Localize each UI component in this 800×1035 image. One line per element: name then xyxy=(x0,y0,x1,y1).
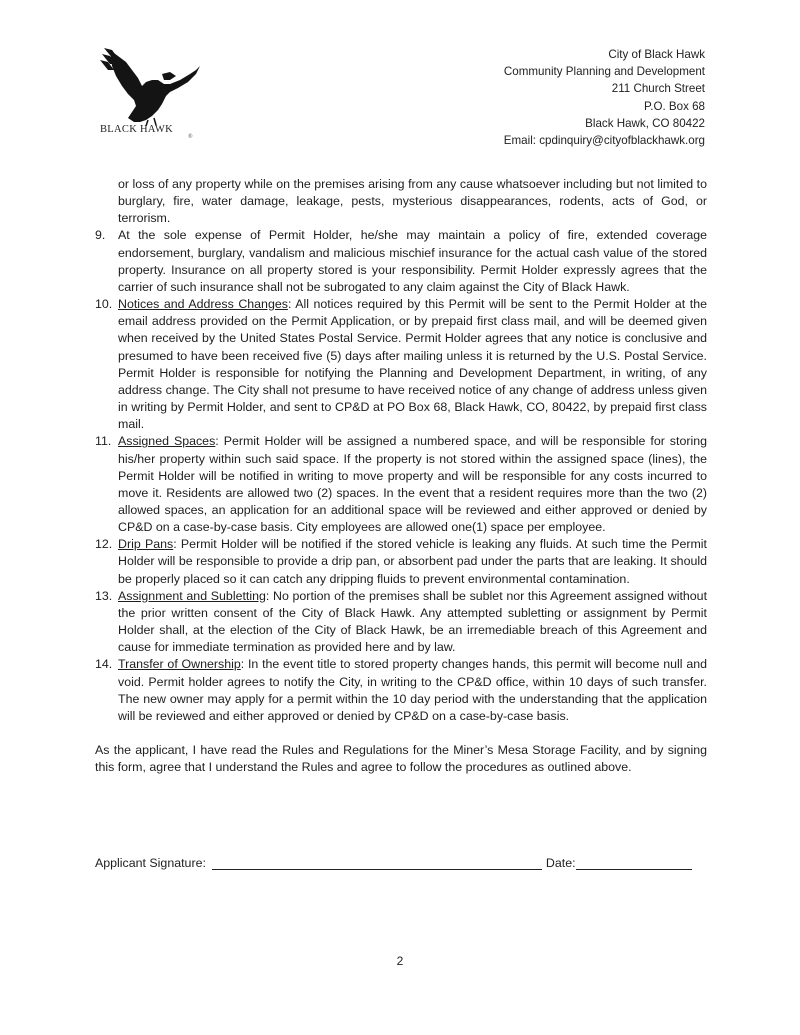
list-item-10 xyxy=(95,296,707,433)
letterhead-address xyxy=(504,46,705,149)
list-item-12 xyxy=(95,536,707,587)
item-text xyxy=(118,296,707,433)
date-field[interactable] xyxy=(576,855,692,870)
item-number: 12. xyxy=(95,537,113,552)
date-label: Date: xyxy=(545,856,576,870)
item-body: At the sole expense of Permit Holder, he/she may maintain a policy of fire, extended coverage endorsement, burglary, vandalism and malicious mischief insurance for the actual cash value of the stored property. Insurance on all property stored is your responsibility. Permit Holder expressly agrees that the carrier of such insurance shall not be subrogated to any claim against the City of Black Hawk. xyxy=(118,228,707,294)
item-text xyxy=(118,433,707,536)
item-heading: Assignment and Subletting xyxy=(118,588,266,603)
item-body: : All notices required by this Permit will be sent to the Permit Holder at the email address provided on the Permit Application, or by prepaid first class mail, and will be deemed given when received by the United States Postal Service. Permit Holder agrees that any notice is conclusive and presumed to have been received five (5) days after mailing unless it is returned by the U.S. Postal Service. Permit Holder is responsible for notifying the Planning and Development Department, in writing, of any address change. The City shall not presume to have received notice of any change of address unless given in writing by Permit Holder, and sent to CP&D at PO Box 68, Black Hawk, CO, 80422, by prepaid first class mail. xyxy=(118,297,707,432)
address-line-po-box: P.O. Box 68 xyxy=(643,99,705,113)
item-heading: Transfer of Ownership xyxy=(118,657,241,672)
applicant-signature-field[interactable] xyxy=(212,855,542,870)
logo-text: BLACK HAWK xyxy=(100,124,174,135)
item-text xyxy=(118,588,707,657)
document-body xyxy=(95,176,707,776)
item-text xyxy=(118,656,707,725)
item-text xyxy=(118,227,707,296)
item-number: 11. xyxy=(95,434,112,449)
item-body: : Permit Holder will be assigned a numbered space, and will be responsible for storing his/her property within such said space. If the property is not stored within the assigned space (lines), the Permit Holder will be notified in writing to move property and will be responsible for any costs incurred to move it. Residents are allowed two (2) spaces. In the event that a resident requires more than the two (2) allowed spaces, an application for an additional space will be reviewed and either approved or denied by CP&D on a case-by-case basis. City employees are allowed one(1) space per employee. xyxy=(118,434,707,535)
address-line-department: Community Planning and Development xyxy=(503,65,705,79)
item-number: 14. xyxy=(95,657,113,672)
page-number: 2 xyxy=(396,954,404,968)
item-heading: Assigned Spaces xyxy=(118,434,216,449)
list-item-13 xyxy=(95,588,707,657)
item-number: 9. xyxy=(95,228,106,243)
black-hawk-logo xyxy=(96,46,208,146)
item-heading: Drip Pans xyxy=(118,537,174,552)
list-item-11 xyxy=(95,433,707,536)
item-body: : No portion of the premises shall be sublet nor this Agreement assigned without the prior written consent of the City of Black Hawk. Any attempted subletting or assignment by Permit Holder shall, at the election of the City of Black Hawk, be an irremediable breach of this Agreement and cause for immediate termination as provided here and by law. xyxy=(118,588,708,655)
item-body: : Permit Holder will be notified if the stored vehicle is leaking any fluids. At such time the Permit Holder will be responsible to provide a drip pan, or absorbent pad under the parts that are leaking. It should be properly placed so it can catch any dripping fluids to prevent environmental contamination. xyxy=(118,537,708,586)
item-number: 10. xyxy=(95,297,113,312)
continuation-paragraph: or loss of any property while on the premises arising from any cause whatsoever including but not limited to burglary, fire, water damage, leakage, pests, mysterious disappearances, rodents, acts of God, or terrorism. xyxy=(118,177,707,226)
black-hawk-eagle-icon xyxy=(96,46,208,126)
registered-mark: ® xyxy=(188,134,193,140)
signature-row xyxy=(95,855,692,870)
address-line-city-state-zip: Black Hawk, CO 80422 xyxy=(585,116,705,130)
item-number: 13. xyxy=(95,588,113,603)
item-body: : In the event title to stored property changes hands, this permit will become null and void. Permit holder agrees to notify the City, in writing to the CP&D office, within 10 days of such transfer. The new owner may apply for a permit within the 10 day period with the understanding that the application will be reviewed and either approved or denied by CP&D on a case-by-case basis. xyxy=(118,657,707,723)
applicant-acknowledgement: As the applicant, I have read the Rules and Regulations for the Miner’s Mesa Storage Facility, and by signing this form, agree that I understand the Rules and agree to follow the procedures as outlined above. xyxy=(95,743,707,775)
item-heading: Notices and Address Changes xyxy=(118,297,288,312)
address-line-email: Email: cpdinquiry@cityofblackhawk.org xyxy=(503,134,705,148)
address-line-city: City of Black Hawk xyxy=(608,48,705,61)
list-item-9 xyxy=(95,227,707,296)
list-item-14 xyxy=(95,656,707,725)
item-text xyxy=(118,536,707,587)
applicant-signature-label: Applicant Signature: xyxy=(95,856,206,870)
address-line-street: 211 Church Street xyxy=(611,82,705,96)
